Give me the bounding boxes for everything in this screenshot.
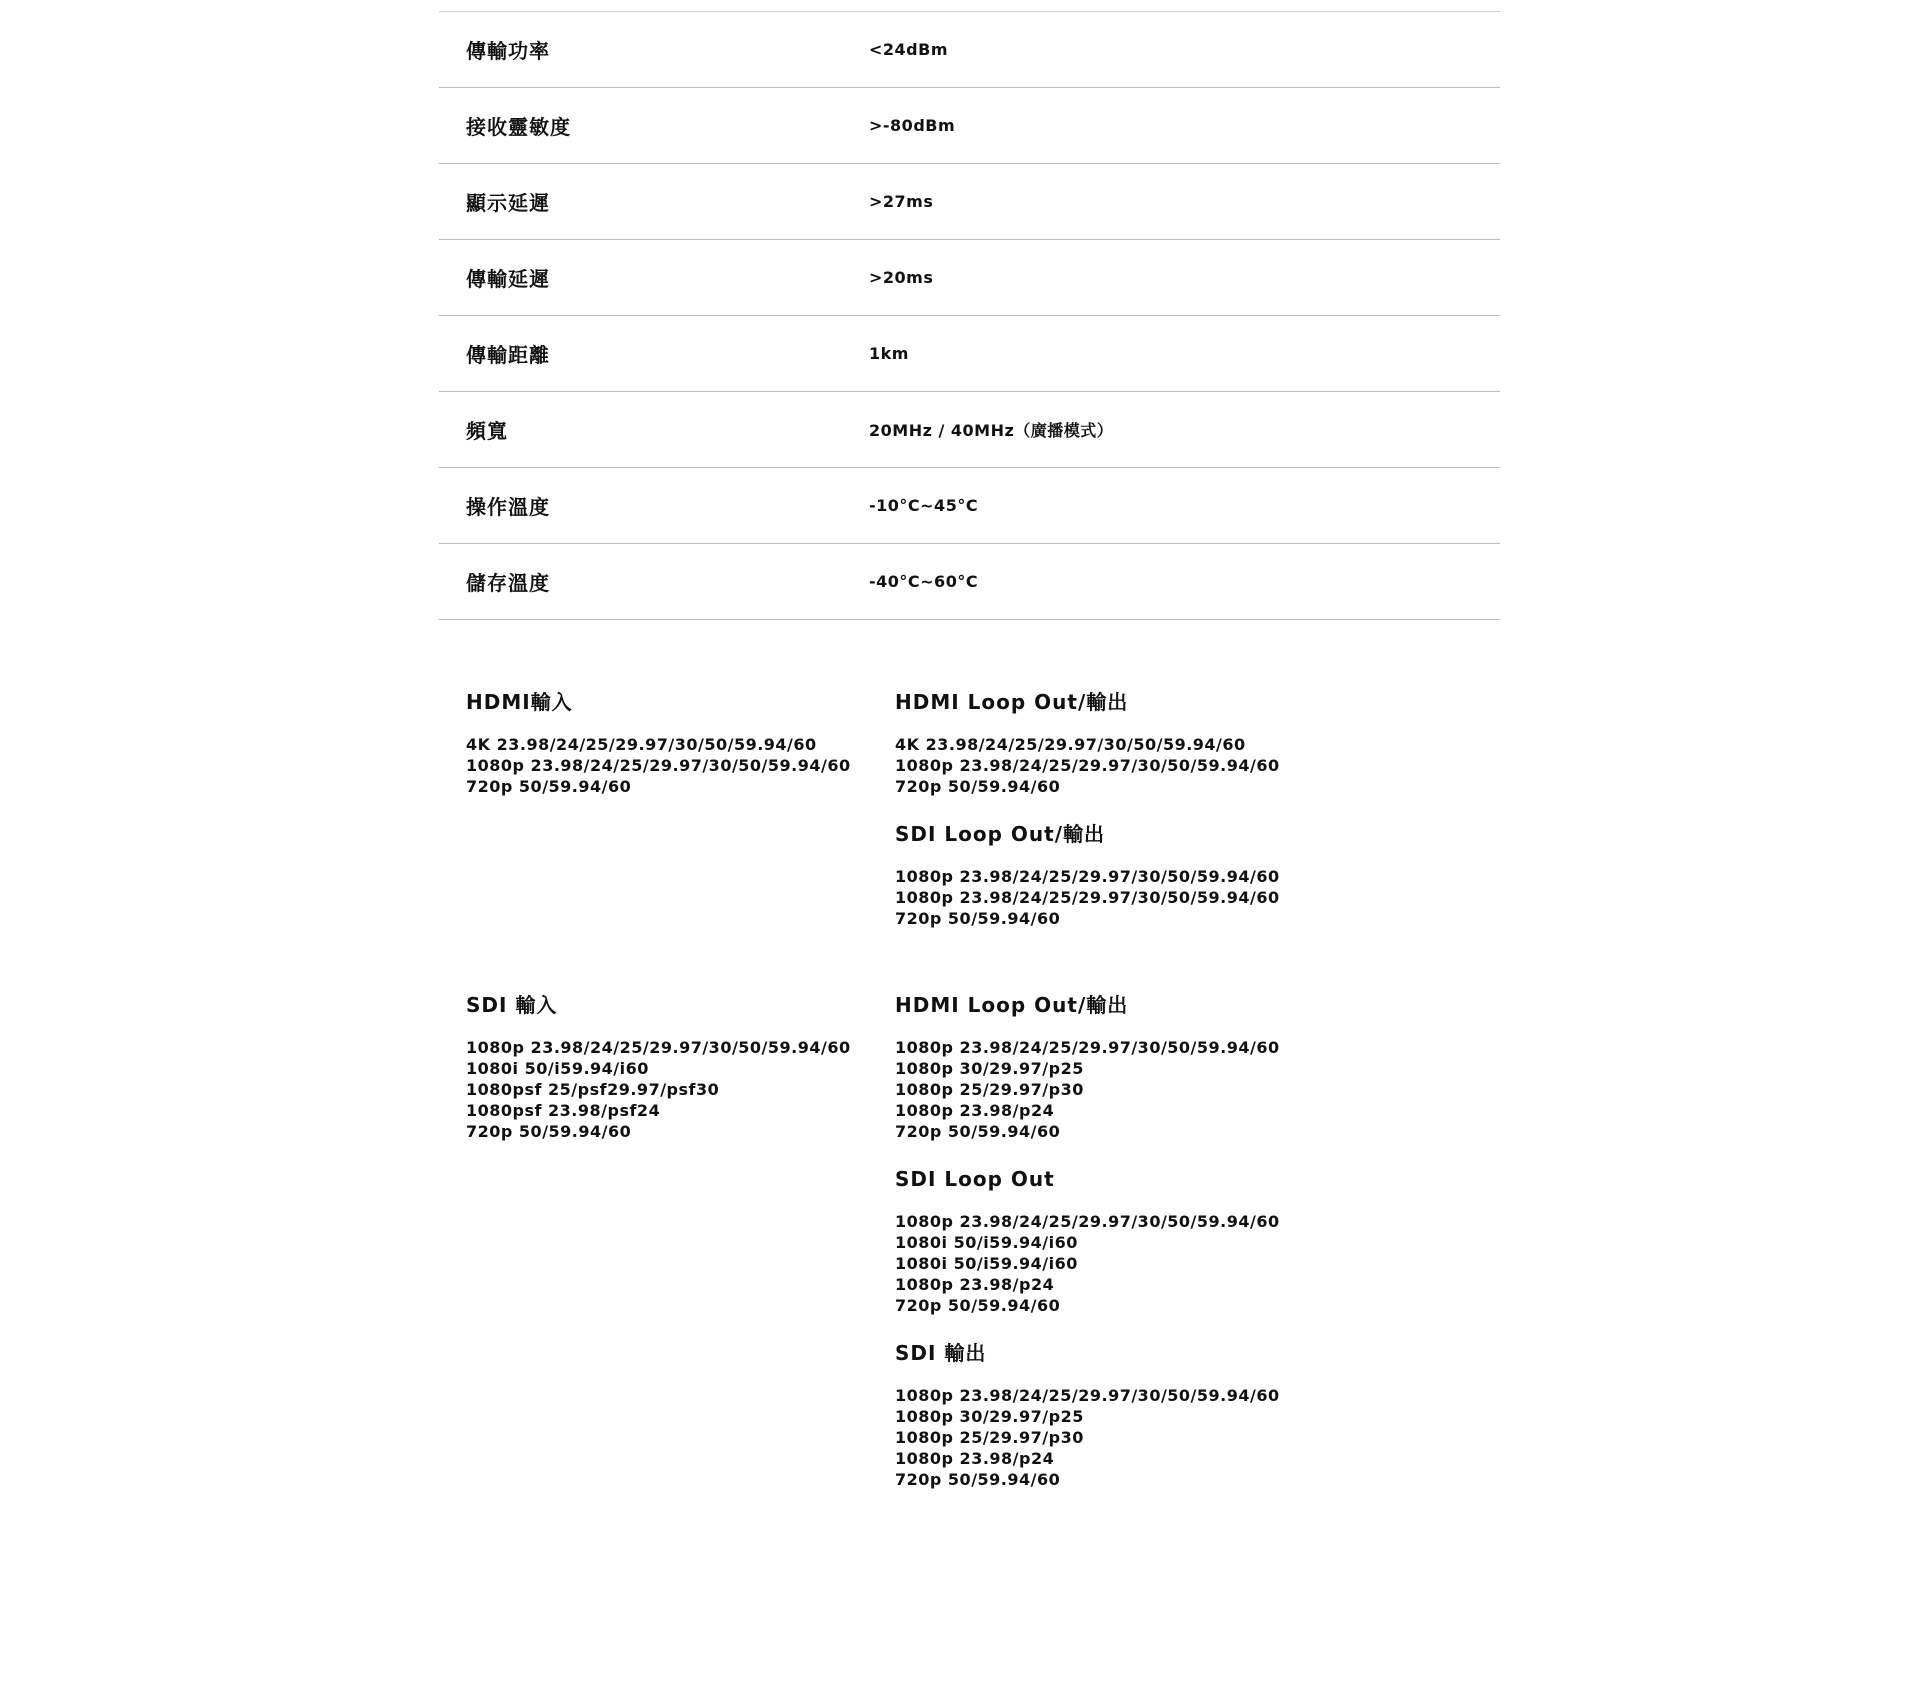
spec-label: 儲存溫度 xyxy=(466,571,550,595)
spec-label: 傳輸距離 xyxy=(466,343,550,367)
spec-row-display-latency xyxy=(439,164,1500,240)
spec-row-transmit-power xyxy=(439,12,1500,88)
format-line: 1080p 23.98/24/25/29.97/30/50/59.94/60 xyxy=(895,756,1280,775)
format-line: 1080p 30/29.97/p25 xyxy=(895,1407,1084,1426)
sdi-output-block xyxy=(895,1341,1455,1490)
hdmi-input-outputs-column xyxy=(895,690,1455,929)
hdmi-loop-out-heading: HDMI Loop Out/輸出 xyxy=(895,993,1129,1017)
sdi-input-column xyxy=(466,993,895,1490)
sdi-loop-out-heading: SDI Loop Out xyxy=(895,1167,1055,1191)
sdi-input-outputs-column xyxy=(895,993,1455,1490)
spec-value: 20MHz / 40MHz（廣播模式） xyxy=(869,421,1114,440)
spec-value: >-80dBm xyxy=(869,116,956,135)
format-line: 1080p 23.98/24/25/29.97/30/50/59.94/60 xyxy=(895,867,1280,886)
format-line: 1080p 23.98/24/25/29.97/30/50/59.94/60 xyxy=(466,1038,851,1057)
spec-row-bandwidth xyxy=(439,392,1500,468)
spec-label: 傳輸延遲 xyxy=(466,267,550,291)
sdi-output-heading: SDI 輸出 xyxy=(895,1341,987,1365)
format-line: 720p 50/59.94/60 xyxy=(895,1122,1061,1141)
format-line: 1080p 25/29.97/p30 xyxy=(895,1428,1084,1447)
spec-label: 傳輸功率 xyxy=(466,39,550,63)
format-line: 1080p 23.98/24/25/29.97/30/50/59.94/60 xyxy=(895,1038,1280,1057)
spec-label: 操作溫度 xyxy=(466,495,550,519)
spec-value: -10°C~45°C xyxy=(869,496,979,515)
format-line: 4K 23.98/24/25/29.97/30/50/59.94/60 xyxy=(466,735,817,754)
spec-row-receive-sensitivity xyxy=(439,88,1500,164)
spec-value: -40°C~60°C xyxy=(869,572,979,591)
sdi-loop-out-formats xyxy=(895,1211,1455,1316)
format-line: 1080p 23.98/p24 xyxy=(895,1275,1055,1294)
sdi-output-formats xyxy=(895,1385,1455,1490)
format-line: 1080p 23.98/24/25/29.97/30/50/59.94/60 xyxy=(895,1212,1280,1231)
format-line: 720p 50/59.94/60 xyxy=(895,909,1061,928)
hdmi-loop-out-block xyxy=(895,993,1455,1142)
spec-row-transmit-distance xyxy=(439,316,1500,392)
format-line: 1080p 23.98/p24 xyxy=(895,1101,1055,1120)
format-line: 1080psf 23.98/psf24 xyxy=(466,1101,661,1120)
format-line: 1080psf 25/psf29.97/psf30 xyxy=(466,1080,720,1099)
spec-row-operating-temperature xyxy=(439,468,1500,544)
spec-row-storage-temperature xyxy=(439,544,1500,620)
format-line: 720p 50/59.94/60 xyxy=(895,1470,1061,1489)
sdi-loop-out-block xyxy=(895,822,1455,929)
hdmi-input-formats xyxy=(466,734,895,797)
spec-value: <24dBm xyxy=(869,40,948,59)
spec-value: >27ms xyxy=(869,192,934,211)
sdi-input-heading: SDI 輸入 xyxy=(466,993,558,1017)
format-line: 720p 50/59.94/60 xyxy=(895,777,1061,796)
sdi-input-section xyxy=(466,993,1466,1490)
format-line: 1080i 50/i59.94/i60 xyxy=(466,1059,649,1078)
format-line: 1080p 23.98/24/25/29.97/30/50/59.94/60 xyxy=(466,756,851,775)
spec-label: 接收靈敏度 xyxy=(466,115,571,139)
hdmi-loop-out-formats xyxy=(895,734,1455,797)
sdi-loop-out-formats xyxy=(895,866,1455,929)
format-line: 1080p 23.98/24/25/29.97/30/50/59.94/60 xyxy=(895,1386,1280,1405)
hdmi-input-column xyxy=(466,690,895,929)
spec-value: >20ms xyxy=(869,268,934,287)
format-line: 1080p 25/29.97/p30 xyxy=(895,1080,1084,1099)
format-line: 1080i 50/i59.94/i60 xyxy=(895,1254,1078,1273)
hdmi-loop-out-block xyxy=(895,690,1455,797)
hdmi-loop-out-heading: HDMI Loop Out/輸出 xyxy=(895,690,1129,714)
sdi-input-formats xyxy=(466,1037,895,1142)
hdmi-input-heading: HDMI輸入 xyxy=(466,690,573,714)
spec-label: 顯示延遲 xyxy=(466,191,550,215)
spec-table xyxy=(439,11,1500,620)
format-line: 1080p 23.98/24/25/29.97/30/50/59.94/60 xyxy=(895,888,1280,907)
format-line: 4K 23.98/24/25/29.97/30/50/59.94/60 xyxy=(895,735,1246,754)
format-line: 1080p 23.98/p24 xyxy=(895,1449,1055,1468)
hdmi-input-section xyxy=(466,690,1466,929)
spec-label: 頻寬 xyxy=(466,419,508,443)
format-line: 720p 50/59.94/60 xyxy=(466,777,632,796)
sdi-loop-out-block xyxy=(895,1167,1455,1316)
sdi-loop-out-heading: SDI Loop Out/輸出 xyxy=(895,822,1106,846)
format-line: 720p 50/59.94/60 xyxy=(466,1122,632,1141)
spec-value: 1km xyxy=(869,344,909,363)
format-line: 720p 50/59.94/60 xyxy=(895,1296,1061,1315)
spec-row-transmit-latency xyxy=(439,240,1500,316)
format-line: 1080i 50/i59.94/i60 xyxy=(895,1233,1078,1252)
hdmi-loop-out-formats xyxy=(895,1037,1455,1142)
format-line: 1080p 30/29.97/p25 xyxy=(895,1059,1084,1078)
